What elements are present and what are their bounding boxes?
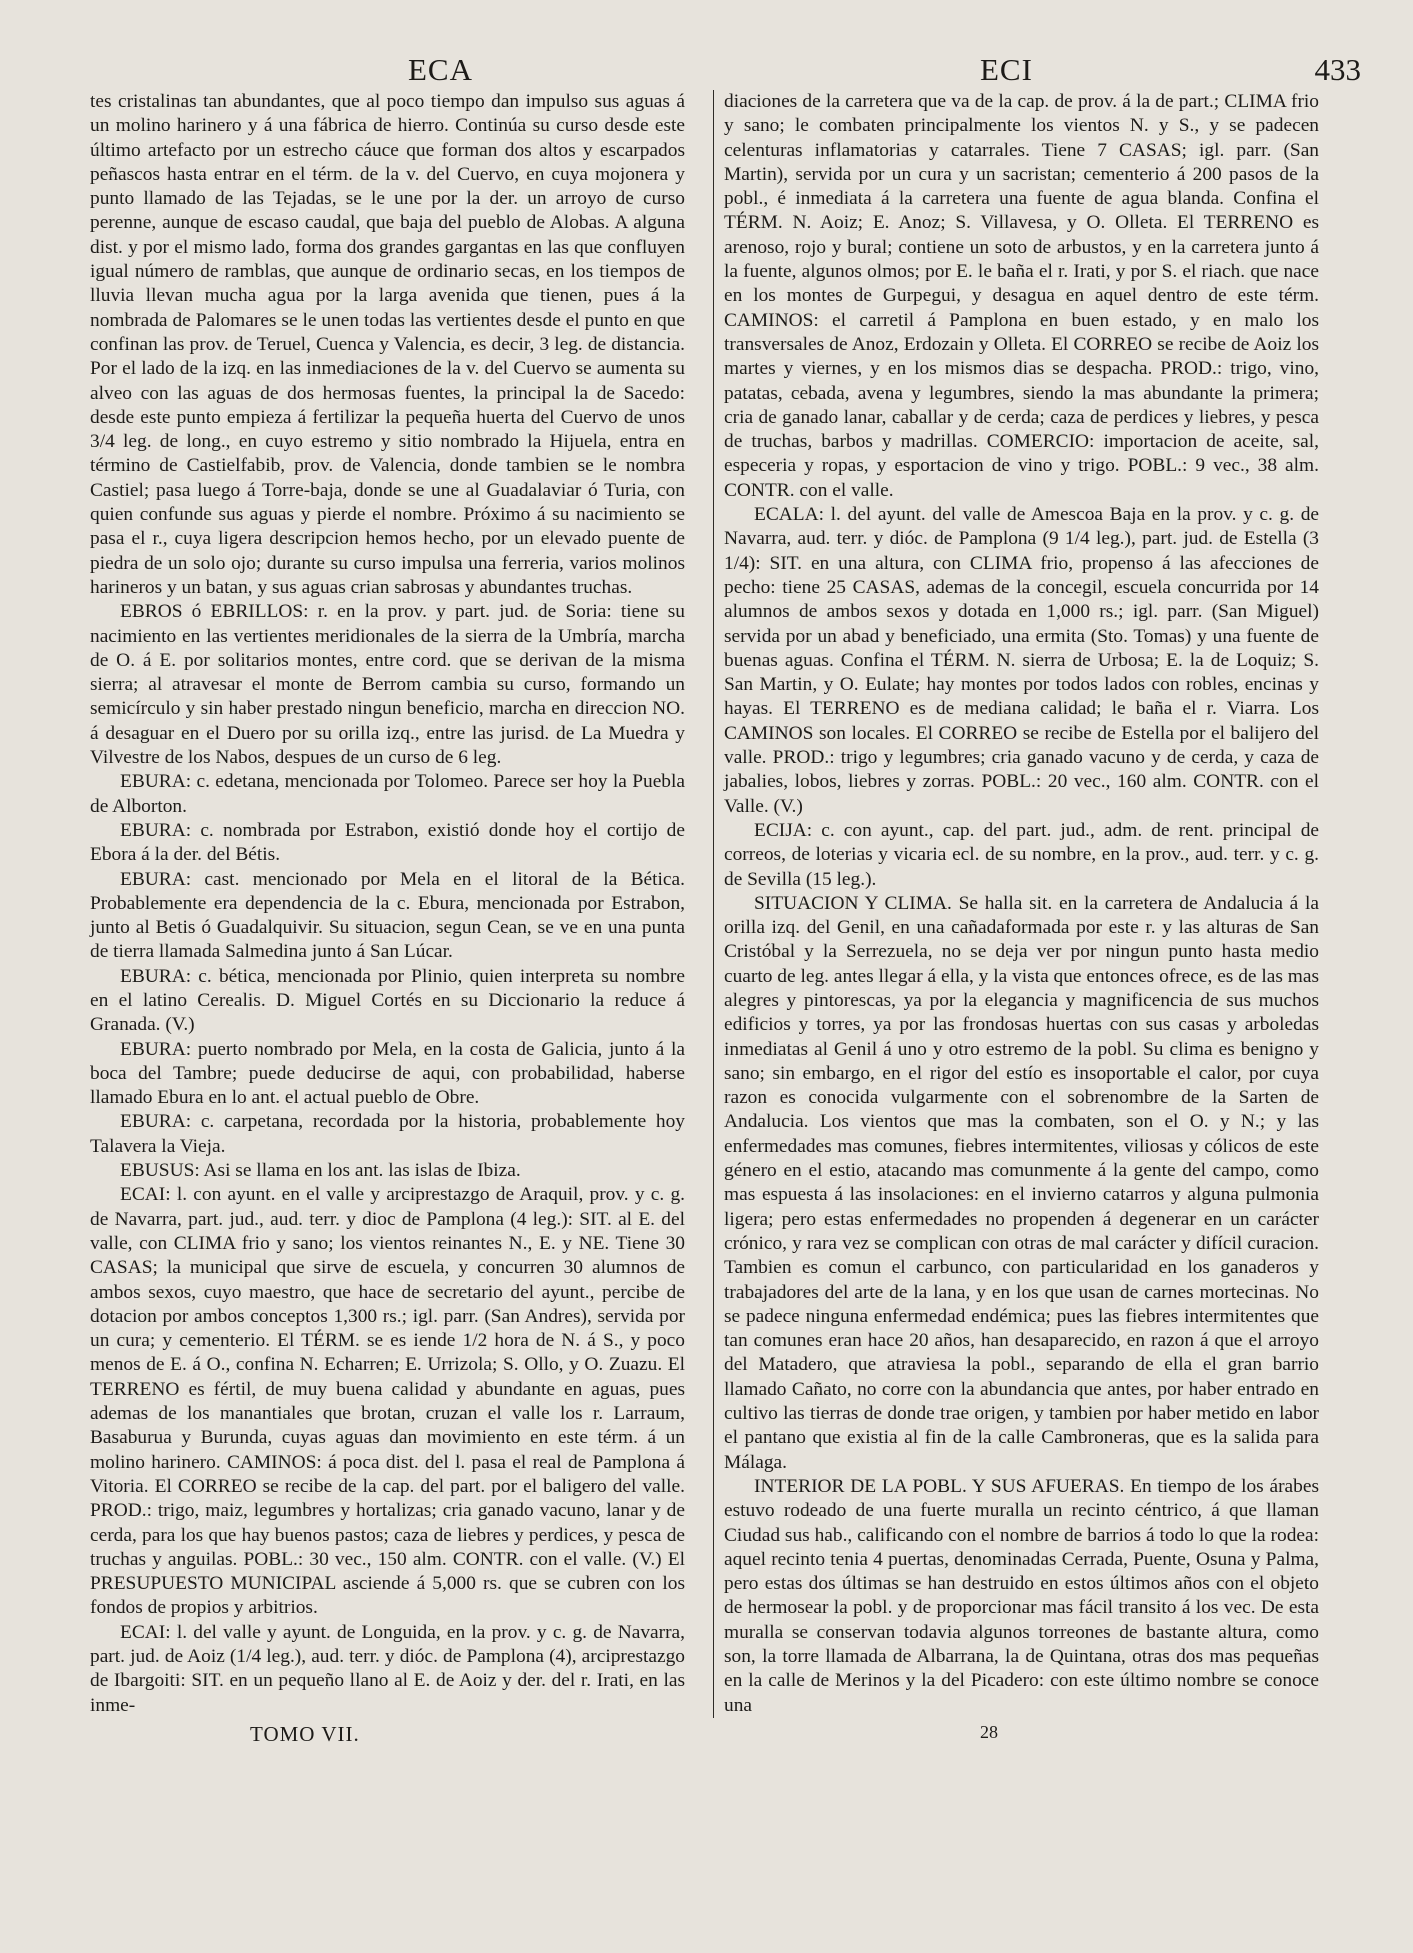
paragraph: tes cristalinas tan abundantes, que al poco tiempo dan impulso sus aguas á un molino harinero y á una fábrica de hierro. Continúa su curso desde este último artefacto por un estrecho cáuce que forman dos altos y escarpados peñascos hasta entrar en el térm. de la v. del Cuervo, en cuya mojonera y punto llamado de las Tejadas, se le une por la der. un arroyo de curso perenne, aunque de escaso caudal, que baja del pueblo de Alobas. A alguna dist. y por el mismo lado, forma dos grandes gargantas en las que confluyen igual número de ramblas, que aunque de ordinario secas, en los tiempos de lluvia llevan mucha agua por la larga avenida que tienen, pues á la nombrada de Palomares se le unen todas las vertientes desde el punto en que confinan las prov. de Teruel, Cuenca y Valencia, es decir, 3 leg. de distancia. Por el lado de la izq. en las inmediaciones de la v. del Cuervo se aumenta su alveo con las aguas de dos hermosas fuentes, la principal la de Sacedo: desde este punto empieza á fertilizar la pequeña huerta del Cuervo de unos 3/4 leg. de long., en cuyo estremo y sitio nombrado la Hijuela, entra en término de Castielfabib, prov. de Valencia, donde tambien se le nombra Castiel; pasa luego á Torre-baja, donde se une al Guadalaviar ó Turia, con quien confunde sus aguas y pierde el nombre. Próximo á su nacimiento se pasa el r., cuya ligera descripcion hemos hecho, por un elevado puente de piedra de un solo ojo; durante su curso impulsa una ferreria, varios molinos harineros y un batan, y sus aguas crian sabrosas y abundantes truchas. — [90, 91, 685, 598]
right-column — [713, 90, 1319, 1718]
left-running-head: ECA — [408, 52, 473, 87]
right-running-head: ECI — [980, 52, 1033, 87]
left-column — [90, 90, 713, 1718]
entry-ebusus: EBUSUS: Asi se llama en los ant. las islas de Ibiza. — [120, 1160, 521, 1182]
entry-ebura-4: EBURA: c. bética, mencionada por Plinio, quien interpreta su nombre en el latino Cerealis. D. Miguel Cortés en su Diccionario la reduce á Granada. (V.) — [90, 965, 685, 1036]
page-number: 433 — [1314, 52, 1361, 87]
page-header — [90, 50, 1373, 90]
text-columns — [90, 90, 1373, 1718]
section-situacion-clima: SITUACION Y CLIMA. Se halla sit. en la carretera de Andalucia á la orilla izq. del Genil, en una cañadaformada por este r. y las alturas de San Cristóbal y la Serrezuela, no se deja ver por ningun punto hasta medio cuarto de leg. antes llegar á ella, y la vista que entonces ofrece, es de las mas alegres y pintorescas, ya por la elegancia y magnificencia de sus muchos edificios y torres, ya por las frondosas huertas con sus casas y arboledas inmediatas al Genil á uno y otro estremo de la pobl. Su clima es benigno y sano; sin embargo, en el rigor del estío es insoportable el calor, por cuya razon es conocida vulgarmente con el sobrenombre de la Sarten de Andalucia. Los vientos que mas la combaten, son el O. y N.; y las enfermedades mas comunes, fiebres intermitentes, viliosas y cólicos de este género en el estio, atacando mas comunmente á la gente del campo, como mas espuesta á las insolaciones: en el invierno catarros y alguna pulmonia ligera; pero estas enfermedades no propenden á degenerar en un carácter crónico, y rara vez se complican con otras de mal carácter y difícil curacion. Tambien es comun el carbunco, con particularidad en los ganaderos y trabajadores del arte de la lana, y en los que usan de carnes mortecinas. No se padece ninguna enfermedad endémica; pues las fiebres intermitentes que tan comunes eran hace 20 años, han desaparecido, en razon á que el arroyo del Matadero, que atraviesa la pobl., separando de ella el gran barrio llamado Cañato, no corre con la abundancia que antes, por haber entrado en cultivo las tierras de donde trae origen, y tambien por haber metido en labor el pantano que existia al fin de la calle Cambroneras, que es la salida para Málaga. — [724, 892, 1319, 1473]
entry-ecai-1: ECAI: l. con ayunt. en el valle y arciprestazgo de Araquil, prov. y c. g. de Navarra, part. jud., aud. terr. y dioc de Pamplona (4 leg.): SIT. al E. del valle, con CLIMA frio y sano; los vientos reinantes N., E. y NE. Tiene 30 CASAS; la municipal que sirve de escuela, y concurren 30 alumnos de ambos sexos, cuyo maestro, que hace de secretario del ayunt., percibe de dotacion por ambos conceptos 1,300 rs.; igl. parr. (San Andres), servida por un cura; y cementerio. El TÉRM. se es iende 1/2 hora de N. á S., y poco menos de E. á O., confina N. Echarren; E. Urrizola; S. Ollo, y O. Zuazu. El TERRENO es fértil, de muy buena calidad y abundante en aguas, pues ademas de los manantiales que brotan, cruzan el valle los r. Larraum, Basaburua y Burunda, cuyas aguas dan movimiento en este térm. á un molino harinero. CAMINOS: á poca dist. del l. pasa el real de Pamplona á Vitoria. El CORREO se recibe de la cap. del part. por el baligero del valle. PROD.: trigo, maiz, legumbres y hortalizas; cria ganado vacuno, lanar y de cerda, para los que hay buenos pastos; caza de liebres y perdices, y pesca de truchas y anguilas. POBL.: 30 vec., 150 alm. CONTR. con el valle. (V.) El PRESUPUESTO MUNICIPAL asciende á 5,000 rs. que se cubren con los fondos de propios y arbitrios. — [90, 1184, 685, 1619]
entry-ebura-2: EBURA: c. nombrada por Estrabon, existió donde hoy el cortijo de Ebora á la der. del Bétis. — [90, 819, 685, 866]
entry-ecala: ECALA: l. del ayunt. del valle de Amescoa Baja en la prov. y c. g. de Navarra, aud. terr. y dióc. de Pamplona (9 1/4 leg.), part. jud. de Estella (3 1/4): SIT. en una altura, con CLIMA frio, propenso á las afecciones de pecho: tiene 25 CASAS, ademas de la concegil, escuela concurrida por 14 alumnos de ambos sexos y dotada en 1,000 rs.; igl. parr. (San Miguel) servida por un abad y beneficiado, una ermita (Sto. Tomas) y una fuente de buenas aguas. Confina el TÉRM. N. sierra de Urbosa; E. la de Loquiz; S. San Martin, y O. Eulate; hay montes por todos lados con robles, encinas y hayas. El TERRENO es de mediana calidad; le baña el r. Viarra. Los CAMINOS son locales. El CORREO se recibe de Estella por el balijero del valle. PROD.: trigo y legumbres; cria ganado vacuno y de cerda, y caza de jabalies, lobos, liebres y zorras. POBL.: 20 vec., 160 alm. CONTR. con el Valle. (V.) — [724, 504, 1319, 817]
entry-ecai-2: ECAI: l. del valle y ayunt. de Longuida, en la prov. y c. g. de Navarra, part. jud. de Aoiz (1/4 leg.), aud. terr. y dióc. de Pamplona (4), arciprestazgo de Ibargoiti: SIT. en un pequeño llano al E. de Aoiz y der. del r. Irati, en las inme- — [90, 1621, 685, 1716]
volume-label: TOMO VII. — [250, 1721, 360, 1746]
entry-ebura-6: EBURA: c. carpetana, recordada por la historia, probablemente hoy Talavera la Vieja. — [90, 1111, 685, 1157]
entry-ebura-1: EBURA: c. edetana, mencionada por Tolomeo. Parece ser hoy la Puebla de Alborton. — [90, 771, 685, 817]
paragraph: diaciones de la carretera que va de la cap. de prov. á la de part.; CLIMA frio y sano; le combaten principalmente los vientos N. y S., y se padecen celenturas inflamatorias y catarrales. Tiene 7 CASAS; igl. parr. (San Martin), servida por un cura y un sacristan; cementerio á 200 pasos de la pobl., é inmediata á la carretera una fuente de agua blanda. Confina el TÉRM. N. Aoiz; E. Anoz; S. Villavesa, y O. Olleta. El TERRENO es arenoso, rojo y bural; contiene un soto de arbustos, y en la carretera junto á la fuente, algunos olmos; por E. le baña el r. Irati, y por S. el riach. que nace en los montes de Gurpegui, y desagua en aquel dentro de este térm. CAMINOS: el carretil á Pamplona en buen estado, y en malo los transversales de Anoz, Erdozain y Olleta. El CORREO se recibe de Aoiz los martes y viernes, y en los mismos dias se despacha. PROD.: trigo, vino, patatas, cebada, avena y legumbres, siendo la mas abundante la primera; cria de ganado lanar, caballar y de cerda; caza de perdices y liebres, y pesca de truchas, barbos y madrillas. COMERCIO: importacion de aceite, sal, especeria y ropas, y esportacion de vino y trigo. POBL.: 9 vec., 38 alm. CONTR. con el valle. — [724, 91, 1319, 501]
page-footer — [90, 1722, 1373, 1762]
entry-ebura-3: EBURA: cast. mencionado por Mela en el litoral de la Bética. Probablemente era dependencia de la c. Ebura, mencionada por Estrabon, junto al Betis ó Guadalquivir. Su situacion, segun Cean, se ve en una punta de tierra llamada Salmedina junto á San Lúcar. — [90, 868, 685, 963]
signature-mark: 28 — [980, 1721, 998, 1742]
entry-ebros: EBROS ó EBRILLOS: r. en la prov. y part. jud. de Soria: tiene su nacimiento en las vertientes meridionales de la sierra de la Umbría, marcha de O. á E. por solitarios montes, entre cord. que se derivan de la misma sierra; al atravesar el monte de Berrom cambia su curso, formando un semicírculo y sin haber prestado ningun beneficio, marcha en direccion NO. á desaguar en el Duero por su orilla izq., entre las jurisd. de La Muedra y Vilvestre de los Nabos, despues de un curso de 6 leg. — [90, 601, 685, 769]
entry-ecija: ECIJA: c. con ayunt., cap. del part. jud., adm. de rent. principal de correos, de loterias y vicaria ecl. de su nombre, en la prov., aud. terr. y c. g. de Sevilla (15 leg.). — [724, 819, 1319, 890]
entry-ebura-5: EBURA: puerto nombrado por Mela, en la costa de Galicia, junto á la boca del Tambre; puede deducirse de aqui, con probabilidad, haberse llamado Ebura en lo ant. el actual pueblo de Obre. — [90, 1038, 685, 1109]
section-interior-pobl: INTERIOR DE LA POBL. Y SUS AFUERAS. En tiempo de los árabes estuvo rodeado de una fuerte muralla un recinto céntrico, á que llaman Ciudad sus hab., calificando con el nombre de barrios á todo lo que la rodea: aquel recinto tenia 4 puertas, denominadas Cerrada, Puente, Osuna y Palma, pero estas dos últimas se han destruido en estos últimos años con el objeto de hermosear la pobl. y de proporcionar mas fácil transito á los vec. De esta muralla se conservan todavia algunos torreones de bastante altura, como son, la torre llamada de Albarrana, la de Quintana, otras dos mas pequeñas en la calle de Merinos y la del Picadero: con este último nombre se conoce una — [724, 1475, 1319, 1716]
